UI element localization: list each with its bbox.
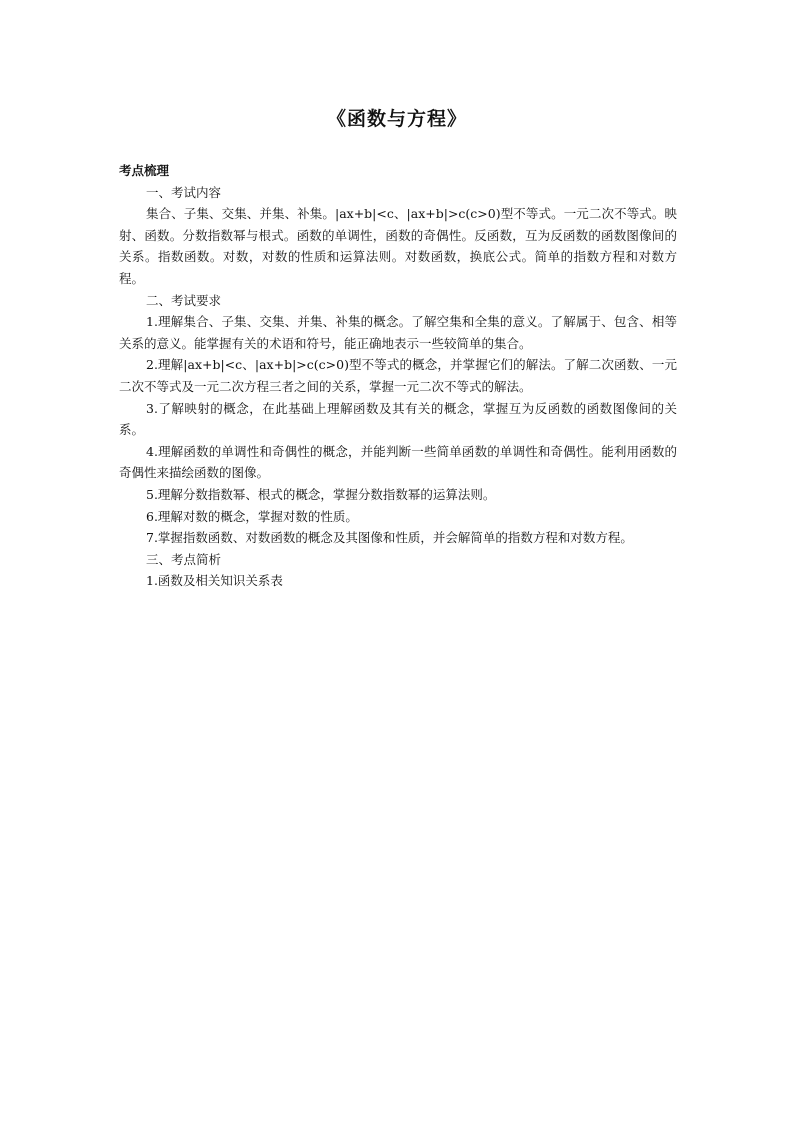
part2-heading: 二、考试要求	[146, 292, 222, 308]
document-body	[119, 160, 677, 592]
part1-text: 集合、子集、交集、并集、补集。|ax+b|<c、|ax+b|>c(c>0)型不等式。一元二次不等式。映射、函数。分数指数幂与根式。函数的单调性，函数的奇偶性。反函数，互为反函数的函数图像间的关系。指数函数。对数，对数的性质和运算法则。对数函数，换底公式。简单的指数方程和对数方程。	[119, 206, 677, 286]
part3-heading: 三、考点简析	[146, 551, 222, 567]
section-heading: 考点梳理	[119, 163, 170, 178]
page-title: 《函数与方程》	[326, 108, 467, 130]
part1-heading: 一、考试内容	[146, 184, 222, 200]
requirement-item: 3.了解映射的概念，在此基础上理解函数及其有关的概念，掌握互为反函数的函数图像间的关系。	[119, 400, 677, 438]
part3-item: 1.函数及相关知识关系表	[146, 573, 283, 589]
requirement-item: 7.掌握指数函数、对数函数的概念及其图像和性质，并会解简单的指数方程和对数方程。	[146, 530, 633, 546]
requirement-item: 2.理解|ax+b|<c、|ax+b|>c(c>0)型不等式的概念，并掌握它们的解法。了解二次函数、一元二次不等式及一元二次方程三者之间的关系，掌握一元二次不等式的解法。	[119, 357, 677, 394]
requirement-item: 1.理解集合、子集、交集、并集、补集的概念。了解空集和全集的意义。了解属于、包含、相等关系的意义。能掌握有关的术语和符号，能正确地表示一些较简单的集合。	[119, 314, 677, 351]
requirement-item: 6.理解对数的概念，掌握对数的性质。	[146, 508, 358, 524]
requirement-item: 5.理解分数指数幂、根式的概念，掌握分数指数幂的运算法则。	[146, 486, 496, 502]
requirement-item: 4.理解函数的单调性和奇偶性的概念，并能判断一些简单函数的单调性和奇偶性。能利用函数的奇偶性来描绘函数的图像。	[119, 443, 677, 481]
